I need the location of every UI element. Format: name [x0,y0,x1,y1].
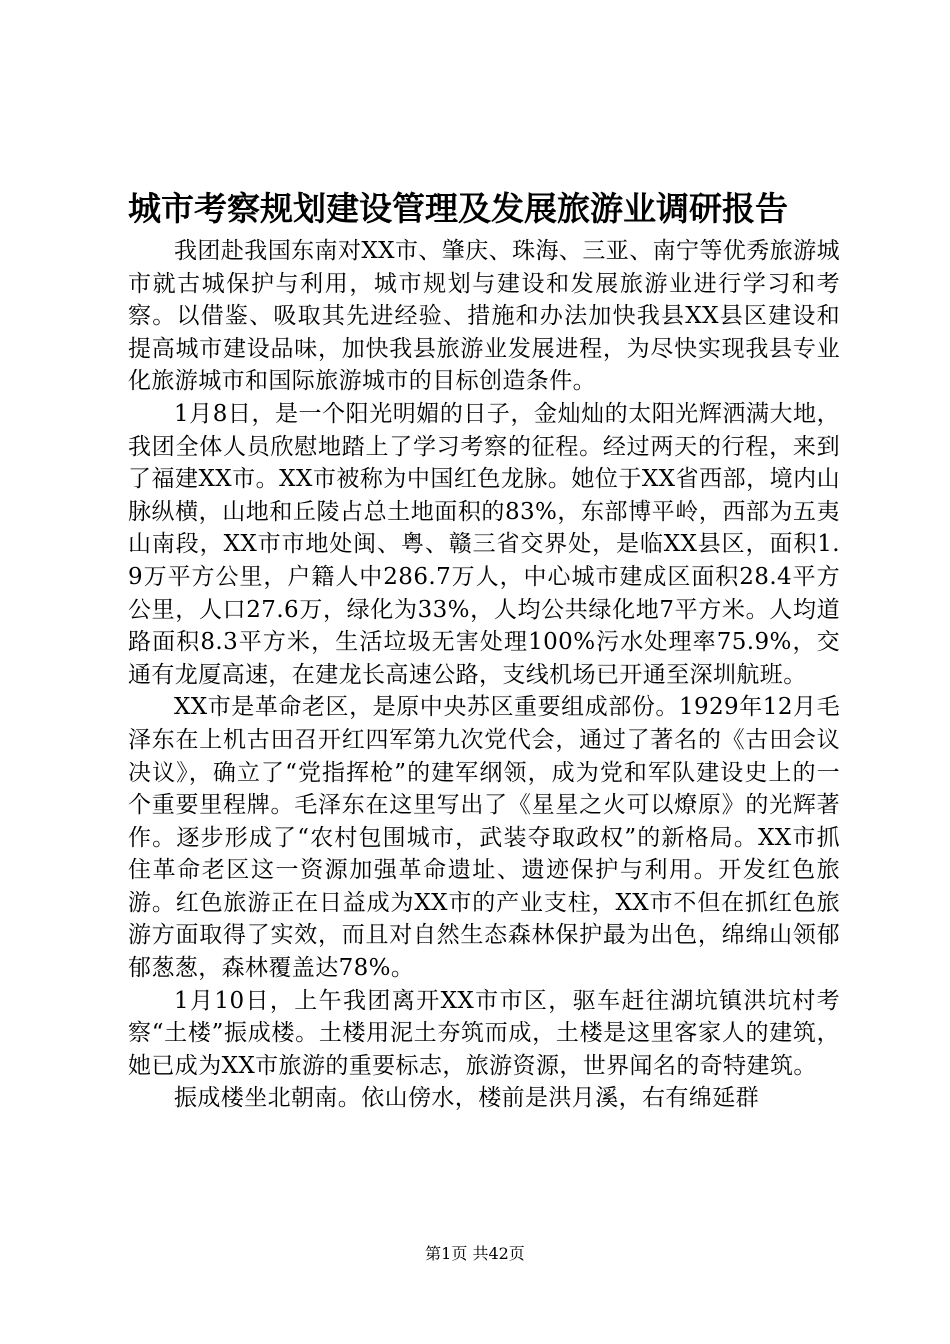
paragraph-intro: 我团赴我国东南对XX市、肇庆、珠海、三亚、南宁等优秀旅游城市就古城保护与利用，城市规划与建设和发展旅游业进行学习和考察。以借鉴、吸取其先进经验、措施和办法加快我县XX县区建设和提高城市建设品味，加快我县旅游业发展进程，为尽快实现我县专业化旅游城市和国际旅游城市的目标创造条件。 [128,238,840,395]
paragraph-jan-10: 1月10日，上午我团离开XX市市区，驱车赶往湖坑镇洪坑村考察“土楼”振成楼。土楼用泥土夯筑而成，土楼是这里客家人的建筑，她已成为XX市旅游的重要标志，旅游资源，世界闻名的奇特建筑。 [128,987,840,1079]
document-title: 城市考察规划建设管理及发展旅游业调研报告 [128,189,788,228]
paragraph-jan-8: 1月8日，是一个阳光明媚的日子，金灿灿的太阳光辉洒满大地，我团全体人员欣慰地踏上了学习考察的征程。经过两天的行程，来到了福建XX市。XX市被称为中国红色龙脉。她位于XX省西部，境内山脉纵横，山地和丘陵占总土地面积的83%，东部博平岭，西部为五夷山南段，XX市市地处闽、粤、赣三省交界处，是临XX县区，面积1.9万平方公里，户籍人中286.7万人，中心城市建成区面积28.4平方公里，人口27.6万，绿化为33%，人均公共绿化地7平方米。人均道路面积8.3平方米，生活垃圾无害处理100%污水处理率75.9%，交通有龙厦高速，在建龙长高速公路，支线机场已开通至深圳航班。 [128,400,840,688]
paragraph-revolution: XX市是革命老区，是原中央苏区重要组成部份。1929年12月毛泽东在上机古田召开红四军第九次党代会，通过了著名的《古田会议决议》，确立了“党指挥枪”的建军纲领，成为党和军队建设史上的一个重要里程牌。毛泽东在这里写出了《星星之火可以燎原》的光辉著作。逐步形成了“农村包围城市，武装夺取政权”的新格局。XX市抓住革命老区这一资源加强革命遗址、遗迹保护与利用。开发红色旅游。红色旅游正在日益成为XX市的产业支柱，XX市不但在抓红色旅游方面取得了实效，而且对自然生态森林保护最为出色，绵绵山领郁郁葱葱，森林覆盖达78%。 [128,694,840,982]
page-number-footer: 第1页 共42页 [425,1244,525,1263]
document-body [128,235,840,1115]
paragraph-zhencheng: 振成楼坐北朝南。依山傍水，楼前是洪月溪，右有绵延群 [174,1085,759,1112]
